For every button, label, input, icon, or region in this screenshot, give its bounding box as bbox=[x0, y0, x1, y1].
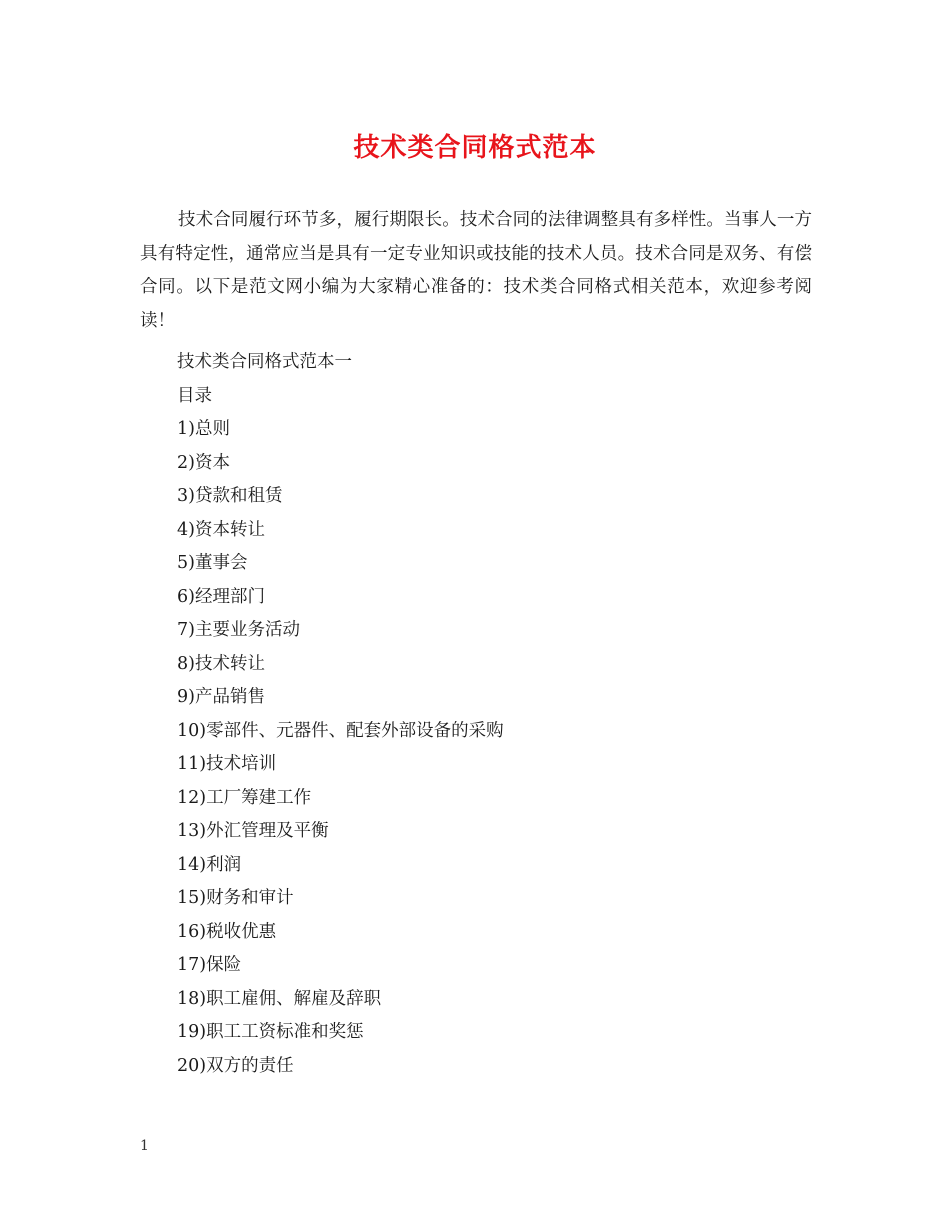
toc-item: 5)董事会 bbox=[177, 553, 248, 573]
toc-item: 4)资本转让 bbox=[177, 519, 265, 540]
toc-item: 18)职工雇佣、解雇及辞职 bbox=[177, 988, 382, 1009]
toc-item: 16)税收优惠 bbox=[177, 921, 277, 942]
section-heading: 技术类合同格式范本一 bbox=[177, 352, 352, 372]
toc-item: 13)外汇管理及平衡 bbox=[177, 821, 329, 841]
toc-heading: 目录 bbox=[177, 385, 212, 406]
toc-item: 14)利润 bbox=[177, 854, 242, 875]
toc-item: 3)贷款和租赁 bbox=[177, 486, 283, 506]
content-lines bbox=[177, 346, 504, 1083]
toc-item: 20)双方的责任 bbox=[177, 1055, 294, 1076]
toc-item: 9)产品销售 bbox=[177, 687, 265, 707]
toc-item: 2)资本 bbox=[177, 452, 230, 473]
toc-item: 11)技术培训 bbox=[177, 754, 277, 774]
toc-item: 6)经理部门 bbox=[177, 586, 265, 607]
toc-item: 8)技术转让 bbox=[177, 653, 265, 674]
toc-item: 15)财务和审计 bbox=[177, 888, 294, 908]
toc-item: 1)总则 bbox=[177, 419, 230, 439]
page-number: 1 bbox=[140, 1138, 149, 1154]
toc-item: 10)零部件、元器件、配套外部设备的采购 bbox=[177, 720, 504, 741]
intro-paragraph: 技术合同履行环节多，履行期限长。技术合同的法律调整具有多样性。当事人一方具有特定性，通常应当是具有一定专业知识或技能的技术人员。技术合同是双务、有偿合同。以下是范文网小编为大家精心准备的：技术类合同格式相关范本，欢迎参考阅读！ bbox=[140, 210, 812, 331]
toc-item: 17)保险 bbox=[177, 955, 242, 975]
toc-item: 7)主要业务活动 bbox=[177, 620, 300, 640]
toc-item: 19)职工工资标准和奖惩 bbox=[177, 1022, 364, 1042]
toc-item: 12)工厂筹建工作 bbox=[177, 787, 312, 808]
document-title: 技术类合同格式范本 bbox=[353, 133, 597, 163]
